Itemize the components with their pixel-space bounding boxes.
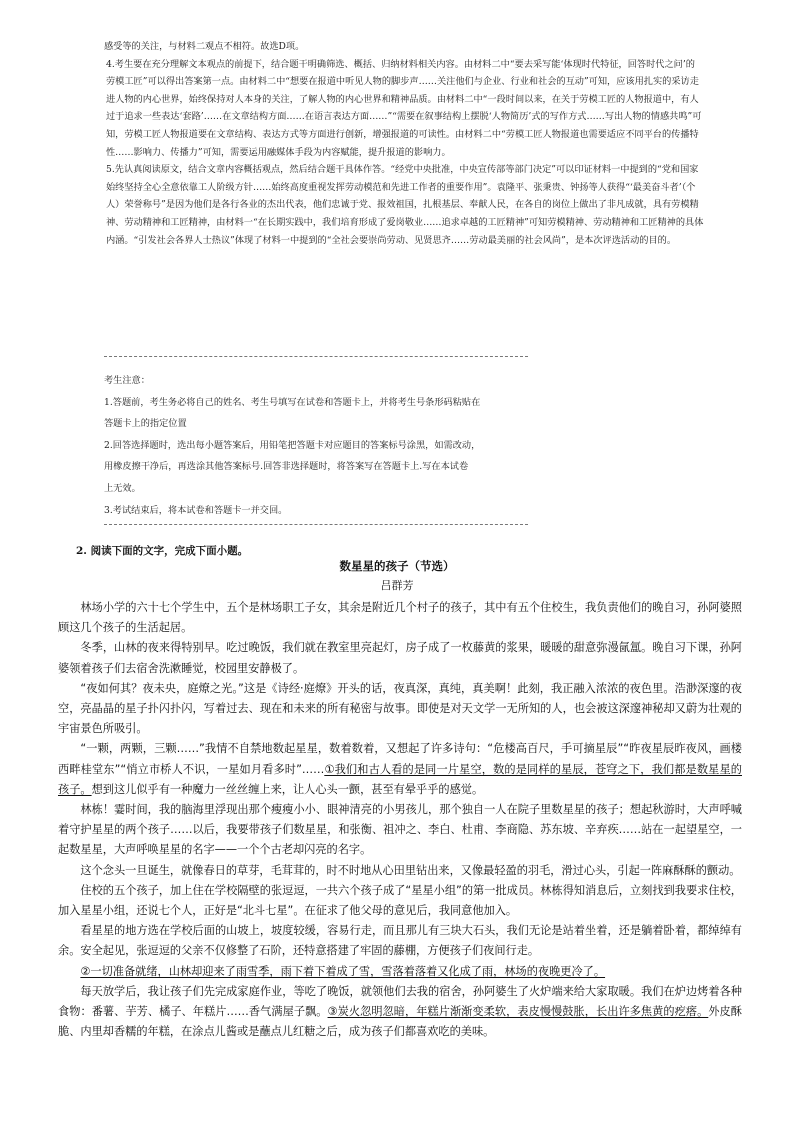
paragraph-text: 外皮酥脆、内里却香糯的年糕，在涂点儿酱或是蘸点儿红糖之后，成为孩子们都喜欢吃的美味。 [58, 1005, 742, 1039]
notice-line-2c: 上无效。 [104, 482, 141, 494]
passage-body [58, 598, 742, 1042]
notice-title: 考生注意： [104, 375, 150, 386]
passage-paragraph [58, 982, 742, 1043]
answer-explanations [104, 38, 704, 249]
notice-line-2: 2.回答选择题时，选出每小题答案后，用铅笔把答题卡对应题目的答案标号涂黑，如需改动， [104, 439, 481, 451]
dashed-divider-bottom [104, 524, 528, 525]
notice-line-3: 3.考试结束后，将本试卷和答题卡一并交回。 [104, 504, 288, 516]
passage-paragraph: 这个念头一旦诞生，就像春日的草芽，毛茸茸的，时不时地从心田里钻出来，又像最轻盈的羽毛，滑过心头，引起一阵麻酥酥的颤动。 [80, 863, 741, 877]
paragraph-text: 想到这儿似乎有一种魔力一丝丝缠上来，让人心头一颤，甚至有晕乎乎的感觉。 [91, 782, 484, 796]
answer-text-4: 4.考生要在充分理解文本观点的前提下，结合题干明确筛选、概括、归纳材料相关内容。由材料二中“要去采写能‘体现时代特征，回答时代之问’的劳模工匠”可以得出答案第一点。由材料二中“想要在报道中听见人物的脚步声……关注他们与企业、行业和社会的互动”可知，应该用扎实的采访走进人物的内心世界，始终保持对人本身的关注，了解人物的内心世界和精神品质。由材料二中“一段时间以来，在关于劳模工匠的人物报道中，有人过于追求一些表达‘套路’……在文章结构方面……在语言表达方面……”“需要在叙事结构上摆脱‘人物简历’式的写作方式……写出人物的情感共鸣”可知，劳模工匠人物报道要在文章结构、表达方式等方面进行创新，增强报道的可读性。由材料二中“劳模工匠人物报道也需要适应不同平台的传播特性……影响力、传播力”可知，需要运用融媒体手段为内容赋能，提升报道的影响力。 [106, 58, 702, 158]
paragraph-text: 每天放学后，我让孩子们先完成家庭作业，等吃了晚饭，就领他们去我的宿舍，孙阿婆生了火炉端来给大家取暖。我们在炉边烤着各种食物：番薯、芋芳、橘子、年糕片……香气满屋子飘。 [58, 984, 742, 1019]
passage-paragraph: “夜如何其？夜未央，庭燎之光。”这是《诗经·庭燎》开头的话，夜真深，真纯，真美啊！此刻，我正融入浓浓的夜色里。浩渺深邃的夜空，亮晶晶的星子扑闪扑闪，写着过去、现在和未来的所有秘密与故事。即使是对天文学一无所知的人，也会被这深邃神秘却又蔚为壮观的宇宙景色所吸引。 [58, 681, 742, 736]
notice-line-1b: 答题卡上的指定位置 [104, 418, 187, 430]
underlined-sentence-3: ③炭火忽明忽暗，年糕片渐渐变柔软，表皮慢慢鼓胀，长出许多焦黄的疙瘩。 [327, 1005, 709, 1019]
passage-author: 吕群芳 [380, 579, 414, 592]
passage-paragraph: 林场小学的六十七个学生中，五个是林场职工子女，其余是附近几个村子的孩子，其中有五个住校生，我负责他们的晚自习，孙阿婆照顾这几个孩子的生活起居。 [58, 601, 742, 635]
passage-paragraph: 住校的五个孩子，加上住在学校隔壁的张逗逗，一共六个孩子成了“星星小组”的第一批成员。林栋得知消息后，立刻找到我要求住校，加入星星小组，还说七个人，正好是“北斗七星”。在征求了他父母的意见后，我同意他加入。 [58, 883, 742, 918]
passage-paragraph [58, 739, 742, 800]
notice-line-1: 1.答题前，考生务必将自己的姓名、考生号填写在试卷和答题卡上，并将考生号条形码粘贴在 [104, 396, 481, 408]
paragraph-text: “一颗，两颗，三颗……”我情不自禁地数起星星，数着数着，又想起了许多诗句：“危楼高百尺，手可摘星辰”“昨夜星辰昨夜风，画楼西畔桂堂东”“悄立市桥人不识，一星如月看多时”…… [58, 742, 742, 776]
exam-notice [104, 372, 704, 519]
passage-paragraph: 冬季，山林的夜来得特别早。吃过晚饭，我们就在教室里亮起灯，房子成了一枚藤黄的浆果，暖暖的甜意弥漫氤氲。晚自习下课，孙阿婆领着孩子们去宿舍洗漱睡觉，校园里安静极了。 [58, 641, 742, 675]
passage-paragraph: 看星星的地方选在学校后面的山坡上，坡度较缓，容易行走，而且那儿有三块大石头，我们无论是站着坐着，还是躺着卧着，都绰绰有余。安全起见，张逗逗的父亲不仅修整了石阶，还特意搭建了牢固的藤棚，方便孩子们夜间行走。 [58, 924, 742, 958]
passage-title: 数星星的孩子（节选） [339, 559, 455, 573]
underlined-sentence-2: ②一切准备就绪，山林却迎来了雨雪季，雨下着下着成了雪，雪落着落着又化成了雨，林场的夜晚更冷了。 [80, 964, 606, 978]
answer-text-5: 5.先认真阅读原文，结合文章内容概括观点，然后结合题干具体作答。“经党中央批准，中央宣传部等部门决定”可以印证材料一中提到的“党和国家始终坚持全心全意依靠工人阶级方针……始终高度重视发挥劳动模范和先进工作者的重要作用”。袁隆平、张秉贵、钟扬等人获得“‘最美奋斗者’（个人）荣誉称号”是因为他们是各行各业的杰出代表，他们忠诚于党、报效祖国，扎根基层、奉献人民，在各自的岗位上做出了非凡成就，具有劳模精神、劳动精神和工匠精神，由材料一“在长期实践中，我们培育形成了爱岗敬业……追求卓越的工匠精神”可知劳模精神、劳动精神和工匠精神的具体内涵。“引发社会各界人士热议”体现了材料一中提到的“全社会要崇尚劳动、见贤思齐……劳动最美丽的社会风尚”，是本次评选活动的目的。 [106, 164, 704, 246]
notice-line-2b: 用橡皮擦干净后，再选涂其他答案标号.回答非选择题时，将答案写在答题卡上.写在本试卷 [104, 461, 469, 473]
passage-paragraph [58, 962, 742, 982]
underlined-sentence-1: ①我们和古人看的是同一片星空，数的是同样的星辰，苍穹之下，我们都是数星星的孩子。 [58, 762, 742, 796]
passage-paragraph: 林栋！霎时间，我的脑海里浮现出那个瘦瘦小小、眼神清亮的小男孩儿，那个独自一人在院子里数星星的孩子；想起秋游时，大声呼喊着守护星星的两个孩子……以后，我要带孩子们数星星，和张衡、祖冲之、李白、杜甫、李商隐、苏东坡、辛弃疾……站在一起望星空，一起数星星，大声呼唤星星的名字——一个个古老却闪亮的名字。 [58, 803, 742, 857]
answer-text-3-end: 感受等的关注，与材料二观点不相符。故选D项。 [104, 41, 305, 52]
dashed-divider-top [104, 356, 528, 357]
question-instruction: 2. 阅读下面的文字，完成下面小题。 [76, 545, 249, 557]
